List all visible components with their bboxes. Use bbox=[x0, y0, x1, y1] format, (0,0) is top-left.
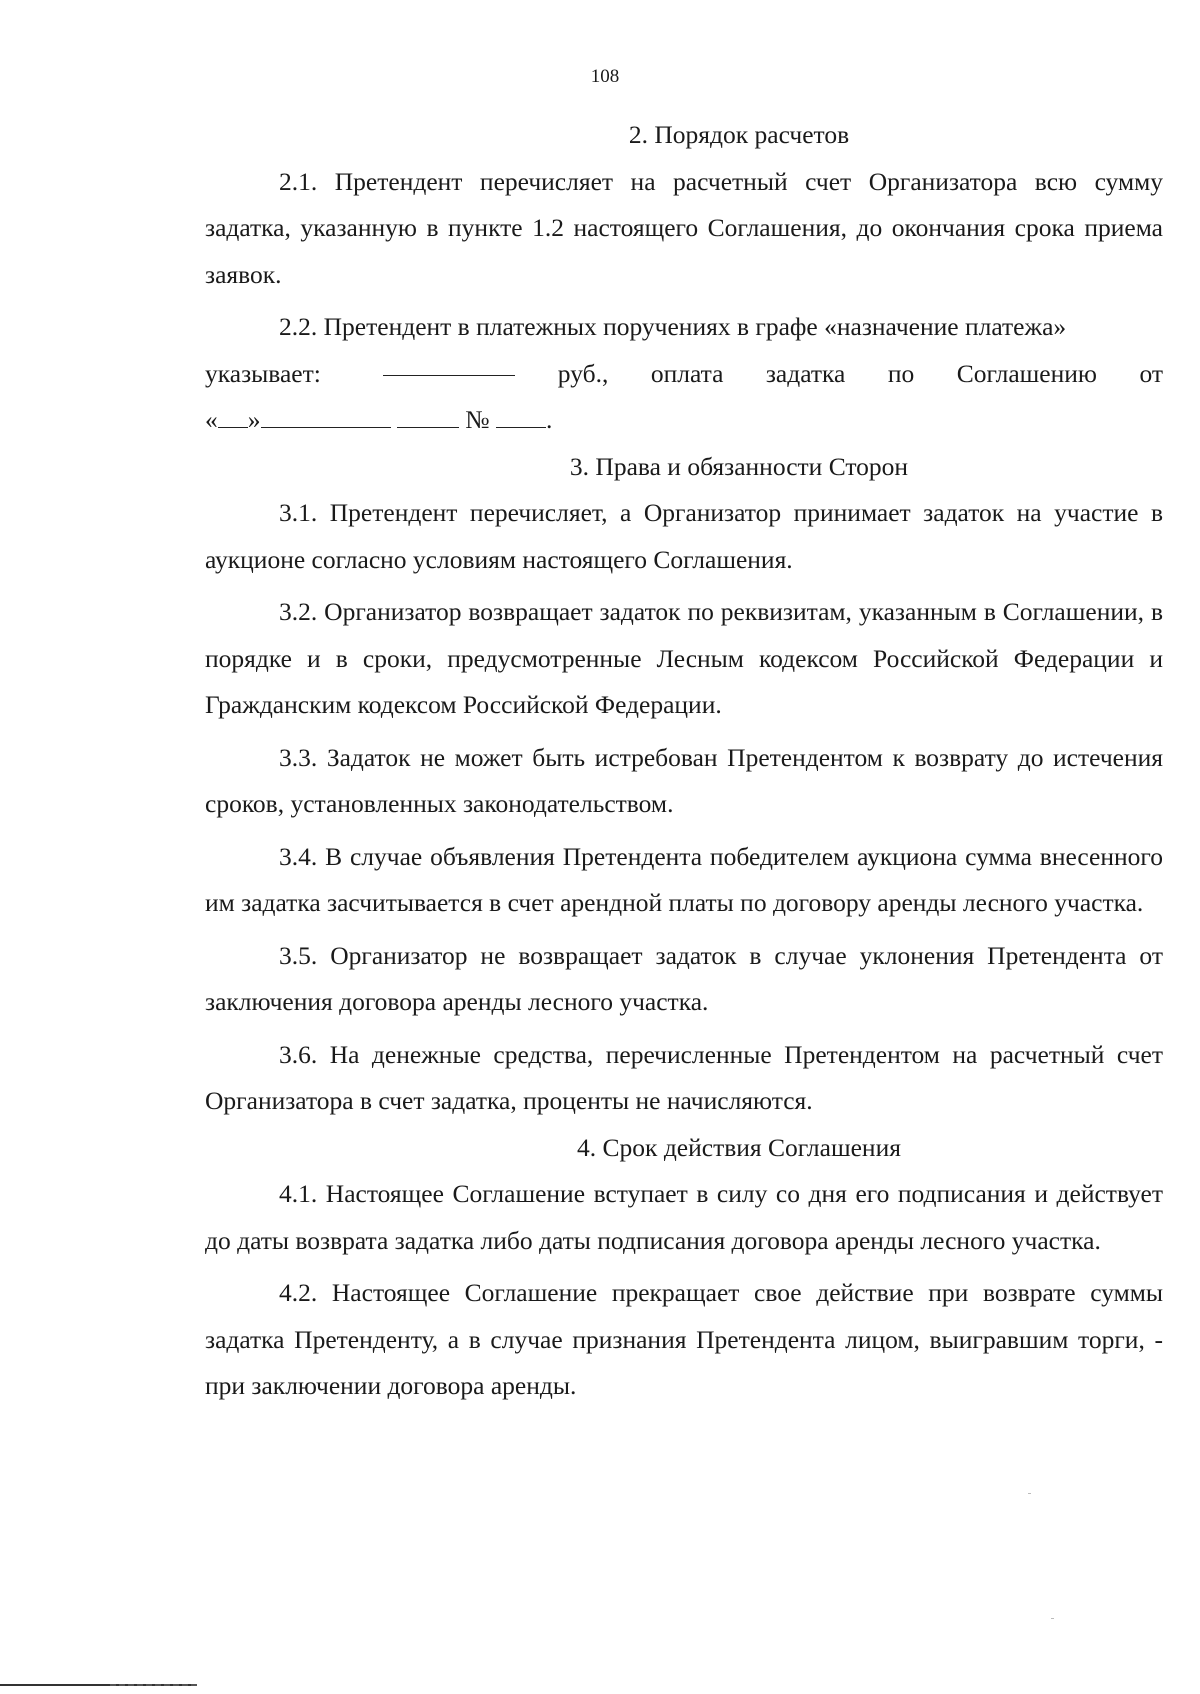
word-soglasheniyu: Соглашению bbox=[956, 358, 1097, 388]
scan-speck bbox=[1051, 1618, 1054, 1619]
paragraph-2-1: 2.1. Претендент перечисляет на расчетный счет Организатора всю сумму задатка, указанную в пункте 1.2 настоящего Соглашения, до окончания срока приема заявок. bbox=[205, 166, 1163, 289]
line-end-period: . bbox=[545, 405, 553, 434]
word-ukazyvaet: указывает: bbox=[205, 358, 321, 388]
payment-purpose-line bbox=[205, 351, 1163, 398]
document-body bbox=[205, 112, 1163, 1410]
paragraph-3-2: 3.2. Организатор возвращает задаток по реквизитам, указанным в Соглашении, в порядке и в сроки, предусмотренные Лесным кодексом Российской Федерации и Гражданским кодексом Российской Федерации. bbox=[205, 597, 1163, 719]
paragraph-2-2-intro: 2.2. Претендент в платежных поручениях в графе «назначение платежа» bbox=[279, 312, 1067, 341]
paragraph-3-1: 3.1. Претендент перечисляет, а Организатор принимает задаток на участие в аукционе согласно условиям настоящего Соглашения. bbox=[205, 498, 1163, 574]
section-4-heading: 4. Срок действия Соглашения bbox=[577, 1132, 901, 1162]
section-3-heading: 3. Права и обязанности Сторон bbox=[569, 451, 909, 481]
paragraph-4-1: 4.1. Настоящее Соглашение вступает в силу со дня его подписания и действует до даты возврата задатка либо даты подписания договора аренды лесного участка. bbox=[205, 1179, 1163, 1255]
word-rub: руб., bbox=[557, 358, 609, 388]
word-ot: от bbox=[1139, 358, 1163, 388]
paragraph-3-3: 3.3. Задаток не может быть истребован Претендентом к возврату до истечения сроков, установленных законодательством. bbox=[205, 742, 1163, 818]
day-blank bbox=[218, 403, 248, 428]
word-oplata: оплата bbox=[650, 358, 724, 388]
scan-speck bbox=[1028, 1493, 1031, 1494]
paragraph-4-2: 4.2. Настоящее Соглашение прекращает свое действие при возврате суммы задатка Претенденту, а в случае признания Претендента лицом, выигравшим торги, - при заключении договора аренды. bbox=[205, 1278, 1163, 1400]
amount-blank bbox=[383, 351, 515, 376]
close-quote: » bbox=[247, 405, 261, 434]
year-blank bbox=[397, 403, 459, 428]
paragraph-3-5: 3.5. Организатор не возвращает задаток в случае уклонения Претендента от заключения договора аренды лесного участка. bbox=[205, 940, 1163, 1016]
open-quote: « bbox=[205, 405, 218, 434]
word-po: по bbox=[887, 358, 915, 388]
section-2-heading: 2. Порядок расчетов bbox=[628, 120, 850, 149]
paragraph-3-4: 3.4. В случае объявления Претендента победителем аукциона сумма внесенного им задатка засчитывается в счет арендной платы по договору аренды лесного участка. bbox=[205, 841, 1163, 917]
number-sign: № bbox=[465, 405, 490, 434]
footer-rule-dashed bbox=[110, 1684, 200, 1686]
word-zadatka: задатка bbox=[765, 358, 846, 388]
page-number: 108 bbox=[590, 66, 620, 87]
agreement-number-blank bbox=[496, 403, 546, 428]
agreement-date-line bbox=[205, 397, 1163, 444]
paragraph-3-6: 3.6. На денежные средства, перечисленные Претендентом на расчетный счет Организатора в счет задатка, проценты не начисляются. bbox=[205, 1039, 1163, 1115]
month-blank bbox=[261, 403, 391, 428]
